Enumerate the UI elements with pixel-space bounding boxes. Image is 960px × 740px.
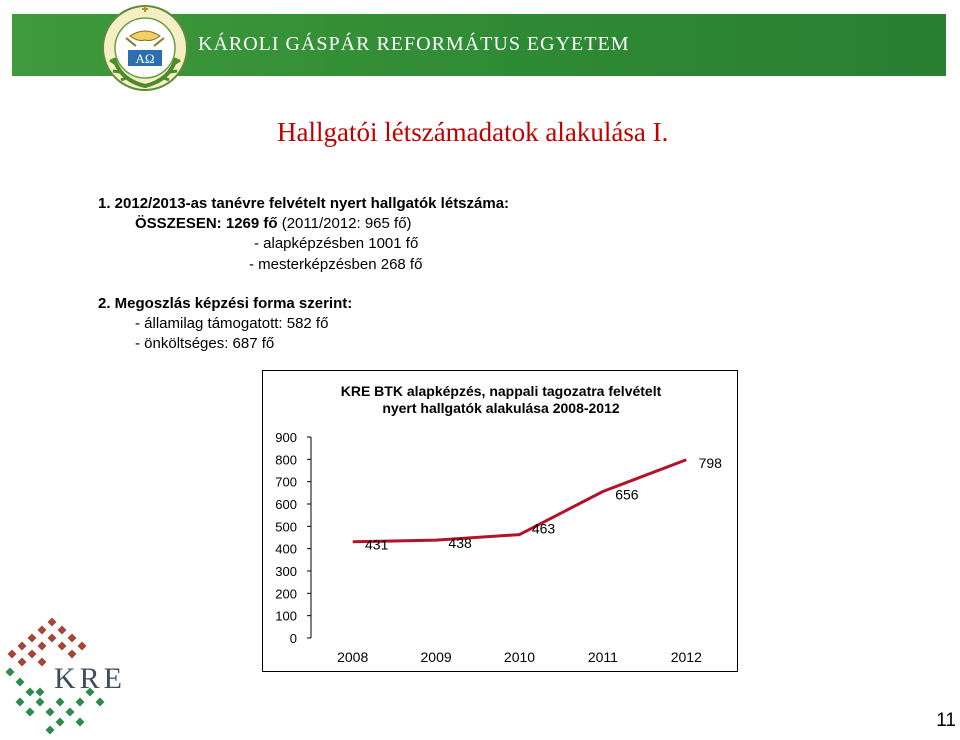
data-label: 431 xyxy=(365,536,389,553)
logo-diamond-shape xyxy=(8,650,17,659)
section1-bachelor: - alapképzésben 1001 fő xyxy=(254,235,419,252)
logo-diamond-shape xyxy=(96,698,105,707)
y-tick-label: 400 xyxy=(275,541,297,557)
total-label: ÖSSZESEN: 1269 fő xyxy=(135,215,278,232)
kre-logo-text: KRE xyxy=(54,662,126,695)
logo-diamond-shape xyxy=(28,634,37,643)
y-tick-label: 100 xyxy=(275,608,297,624)
logo-diamond-shape xyxy=(38,642,47,651)
y-tick-label: 900 xyxy=(275,430,297,445)
y-tick-label: 600 xyxy=(275,497,297,512)
section2-state-funded: - államilag támogatott: 582 fő xyxy=(135,315,329,332)
logo-diamond-shape xyxy=(38,626,47,635)
x-tick-label: 2011 xyxy=(587,649,618,665)
total-previous: (2011/2012: 965 fő) xyxy=(277,215,412,232)
section1-heading: 1. 2012/2013-as tanévre felvételt nyert hallgatók létszáma: xyxy=(98,195,510,212)
x-tick-label: 2009 xyxy=(420,649,452,665)
data-label: 798 xyxy=(698,454,722,471)
logo-diamond-shape xyxy=(68,634,77,643)
logo-diamond-shape xyxy=(58,642,67,651)
logo-diamond-shape xyxy=(76,718,85,727)
x-tick-label: 2008 xyxy=(337,649,369,665)
logo-diamond-shape xyxy=(16,678,25,687)
seal-symbol: AΩ xyxy=(135,51,155,66)
slide-title: Hallgatói létszámadatok alakulása I. xyxy=(277,117,669,147)
university-name: KÁROLI GÁSPÁR REFORMÁTUS EGYETEM xyxy=(198,33,630,55)
x-tick-label: 2010 xyxy=(503,649,536,665)
logo-diamond-shape xyxy=(26,688,35,697)
chart-title-line2: nyert hallgatók alakulása 2008-2012 xyxy=(382,400,620,416)
logo-diamond-shape xyxy=(18,642,27,651)
logo-diamond-shape xyxy=(56,698,65,707)
logo-diamond-shape xyxy=(6,668,15,677)
y-tick-label: 800 xyxy=(275,452,297,468)
logo-diamond-shape xyxy=(66,708,75,717)
logo-diamond-shape xyxy=(16,698,25,707)
y-tick-label: 300 xyxy=(275,564,297,579)
y-tick-label: 0 xyxy=(289,631,297,646)
logo-diamond-shape xyxy=(36,698,45,707)
y-tick-label: 700 xyxy=(275,474,297,490)
chart-container xyxy=(262,370,738,672)
logo-diamond-shape xyxy=(78,642,87,651)
kre-logo-icon xyxy=(4,618,144,736)
y-tick-label: 200 xyxy=(275,586,297,602)
logo-diamond-shape xyxy=(18,658,27,667)
logo-diamond-shape xyxy=(68,650,77,659)
university-seal-icon xyxy=(100,2,190,94)
section1-total xyxy=(135,214,412,234)
logo-diamond-shape xyxy=(76,698,85,707)
data-label: 438 xyxy=(448,535,472,552)
logo-diamond-shape xyxy=(38,658,47,667)
logo-diamond-shape xyxy=(46,708,55,717)
section2-heading: 2. Megoszlás képzési forma szerint: xyxy=(98,295,353,312)
logo-diamond-shape xyxy=(56,718,65,727)
y-tick-label: 500 xyxy=(275,519,297,535)
data-label: 463 xyxy=(531,520,556,537)
x-tick-label: 2012 xyxy=(670,649,702,665)
section2-self-funded: - önköltséges: 687 fő xyxy=(135,335,275,352)
line-chart xyxy=(263,371,739,673)
section1-master: - mesterképzésben 268 fő xyxy=(249,256,423,273)
logo-diamond-shape xyxy=(28,650,37,659)
logo-diamond-shape xyxy=(48,618,57,627)
logo-diamond-shape xyxy=(26,708,35,717)
logo-diamond-shape xyxy=(46,726,55,735)
logo-diamond-shape xyxy=(58,626,67,635)
chart-title-line1: KRE BTK alapképzés, nappali tagozatra felvételt xyxy=(340,383,662,399)
logo-diamond-shape xyxy=(48,634,57,643)
data-label: 656 xyxy=(615,486,639,503)
page-number: 11 xyxy=(936,710,956,731)
logo-diamond-shape xyxy=(36,688,45,697)
